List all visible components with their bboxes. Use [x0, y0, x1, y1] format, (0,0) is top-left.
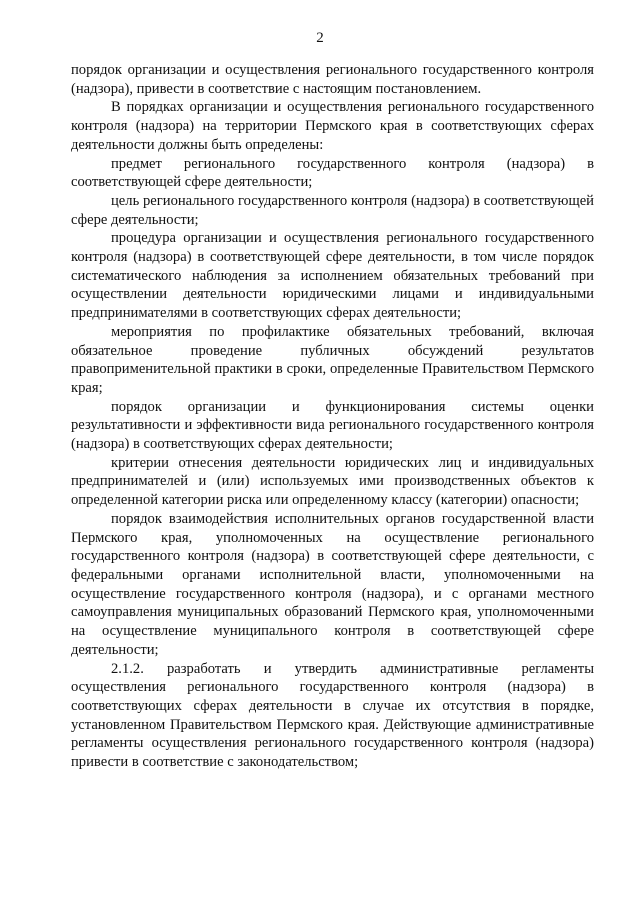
page-number: 2 [316, 30, 324, 46]
document-body [71, 61, 594, 772]
paragraph: критерии отнесения деятельности юридических лиц и индивидуальных предпринимателей и (или) используемых ими производственных объектов к определенной категории риска или определенному классу (категории) опасности; [71, 454, 594, 509]
paragraph: мероприятия по профилактике обязательных требований, включая обязательное проведение публичных обсуждений результатов правоприменительной практики в сроки, определенные Правительством Пермского края; [71, 323, 594, 396]
paragraph: порядок взаимодействия исполнительных органов государственной власти Пермского края, уполномоченных на осуществление регионального государственного контроля (надзора) в соответствующей сфере деятельности, с федеральными органами исполнительной власти, уполномоченными на осуществление государственного контроля (надзора), и с органами местного самоуправления муниципальных образований Пермского края, уполномоченными на осуществление муниципального контроля в соответствующей сфере деятельности; [71, 510, 594, 658]
paragraph: порядок организации и осуществления регионального государственного контроля (надзора), привести в соответствие с настоящим постановлением. [71, 62, 594, 97]
paragraph: процедура организации и осуществления регионального государственного контроля (надзора) в соответствующей сфере деятельности, в том числе порядок систематического наблюдения за исполнением обязательных требований при осуществлении деятельности юридическими лицами и индивидуальными предпринимателями в соответствующих сферах деятельности; [71, 230, 594, 322]
paragraph: порядок организации и функционирования системы оценки результативности и эффективности вида регионального государственного контроля (надзора) в соответствующих сферах деятельности; [71, 398, 594, 453]
paragraph: предмет регионального государственного контроля (надзора) в соответствующей сфере деятельности; [71, 155, 594, 191]
paragraph: В порядках организации и осуществления регионального государственного контроля (надзора) на территории Пермского края в соответствующих сферах деятельности должны быть определены: [71, 99, 594, 153]
paragraph: цель регионального государственного контроля (надзора) в соответствующей сфере деятельности; [71, 192, 594, 228]
paragraph: 2.1.2. разработать и утвердить административные регламенты осуществления регионального государственного контроля (надзора) в соответствующих сферах деятельности в случае их отсутствия в порядке, установленном Правительством Пермского края. Действующие административные регламенты осуществления регионального государственного контроля (надзора) привести в соответствие с законодательством; [71, 660, 594, 771]
